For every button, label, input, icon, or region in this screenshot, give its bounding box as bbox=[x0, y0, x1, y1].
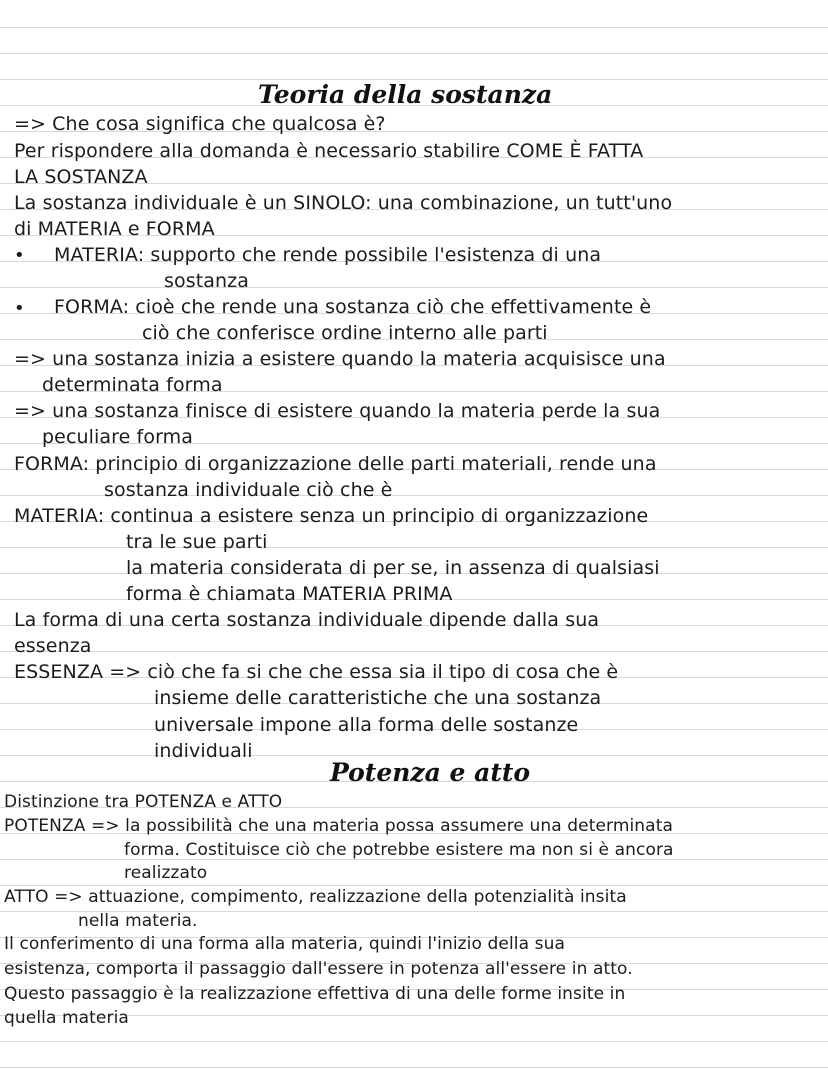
text-line: esistenza, comporta il passaggio dall'essere in potenza all'essere in atto. bbox=[4, 959, 633, 979]
text-line: La forma di una certa sostanza individuale dipende dalla sua bbox=[14, 609, 600, 631]
text-line: determinata forma bbox=[42, 374, 223, 396]
text-line: individuali bbox=[154, 740, 253, 762]
text-line: => una sostanza inizia a esistere quando la materia acquisisce una bbox=[14, 348, 666, 370]
text-line: Il conferimento di una forma alla materia, quindi l'inizio della sua bbox=[4, 934, 565, 954]
section-title-potenza-atto: Potenza e atto bbox=[330, 758, 531, 787]
text-line: sostanza bbox=[164, 270, 249, 292]
section-title-sostanza: Teoria della sostanza bbox=[258, 80, 553, 109]
text-line: forma è chiamata MATERIA PRIMA bbox=[126, 583, 453, 605]
text-line: FORMA: principio di organizzazione delle parti materiali, rende una bbox=[14, 453, 657, 475]
text-line: Per rispondere alla domanda è necessario stabilire COME È FATTA bbox=[14, 140, 644, 162]
text-line: ciò che conferisce ordine interno alle parti bbox=[142, 322, 548, 344]
text-line: => Che cosa significa che qualcosa è? bbox=[14, 113, 386, 135]
bullet-icon: • bbox=[14, 245, 25, 266]
text-line: La sostanza individuale è un SINOLO: una combinazione, un tutt'uno bbox=[14, 192, 673, 214]
text-line: la materia considerata di per se, in assenza di qualsiasi bbox=[126, 557, 660, 579]
text-line: sostanza individuale ciò che è bbox=[104, 479, 393, 501]
text-line: peculiare forma bbox=[42, 426, 194, 448]
text-line: quella materia bbox=[4, 1008, 129, 1028]
text-line: Questo passaggio è la realizzazione effettiva di una delle forme insite in bbox=[4, 984, 626, 1004]
text-line: di MATERIA e FORMA bbox=[14, 218, 215, 240]
text-line: LA SOSTANZA bbox=[14, 166, 148, 188]
text-line: MATERIA: supporto che rende possibile l'esistenza di una bbox=[54, 244, 602, 266]
text-line: insieme delle caratteristiche che una sostanza bbox=[154, 687, 602, 709]
text-line: MATERIA: continua a esistere senza un principio di organizzazione bbox=[14, 505, 649, 527]
text-line: forma. Costituisce ciò che potrebbe esistere ma non si è ancora bbox=[124, 840, 674, 860]
text-line: ATTO => attuazione, compimento, realizzazione della potenzialità insita bbox=[4, 887, 627, 907]
text-line: essenza bbox=[14, 635, 92, 657]
text-line: ESSENZA => ciò che fa si che che essa sia il tipo di cosa che è bbox=[14, 661, 619, 683]
text-line: POTENZA => la possibilità che una materia possa assumere una determinata bbox=[4, 816, 673, 836]
text-line: tra le sue parti bbox=[126, 531, 268, 553]
text-line: Distinzione tra POTENZA e ATTO bbox=[4, 792, 283, 812]
text-line: => una sostanza finisce di esistere quando la materia perde la sua bbox=[14, 400, 661, 422]
text-line: nella materia. bbox=[78, 911, 198, 931]
text-line: universale impone alla forma delle sostanze bbox=[154, 714, 579, 736]
text-line: FORMA: cioè che rende una sostanza ciò che effettivamente è bbox=[54, 296, 652, 318]
text-line: realizzato bbox=[124, 863, 208, 883]
bullet-icon: • bbox=[14, 298, 25, 319]
